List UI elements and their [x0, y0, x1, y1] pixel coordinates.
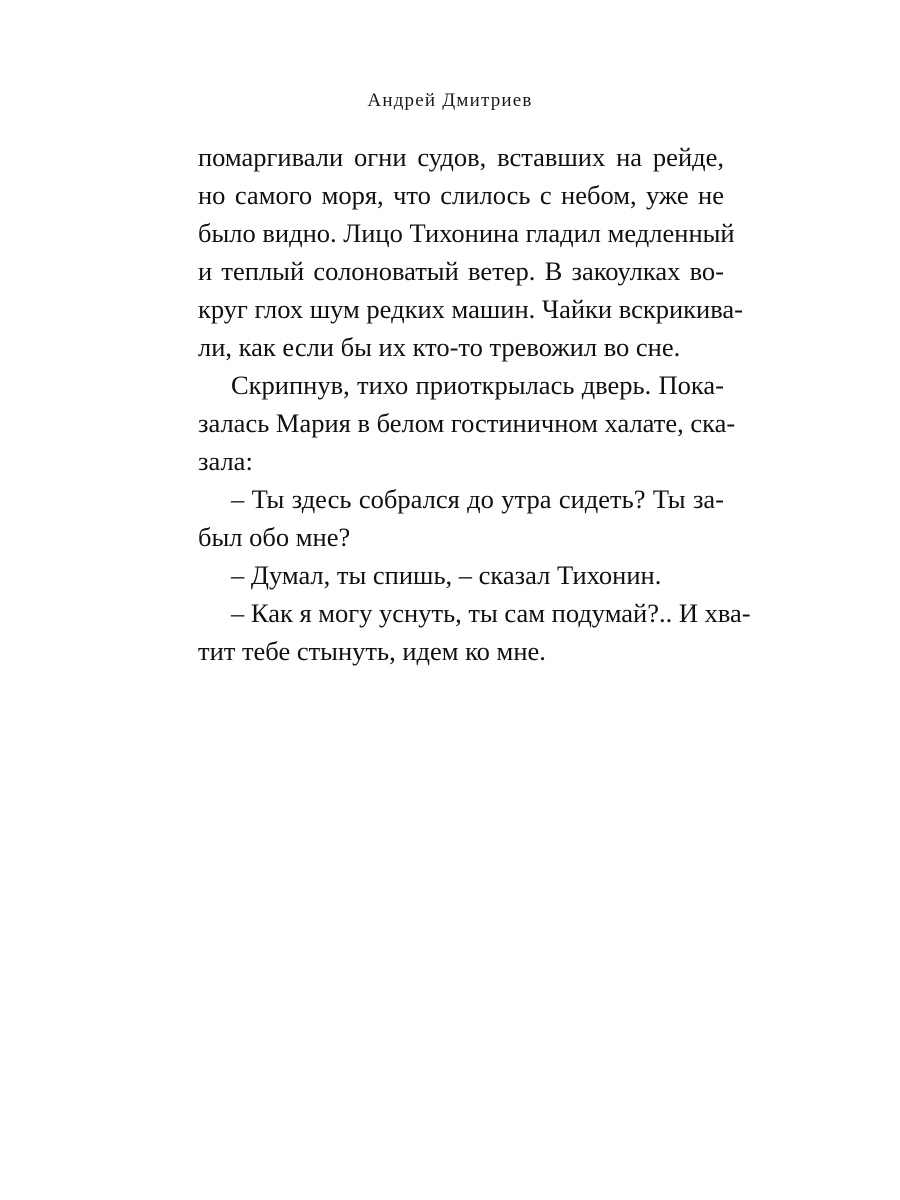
text-line: – Думал, ты спишь, – сказал Тихонин. [231, 560, 662, 590]
body-text [198, 138, 751, 670]
paragraph-3 [198, 480, 724, 556]
text-line: и теплый солоноватый ветер. В закоулках во- [198, 256, 724, 286]
text-line: но самого моря, что слилось с небом, уже не [198, 180, 724, 210]
paragraph-2 [198, 366, 736, 480]
text-line: помаргивали огни судов, вставших на рейде, [198, 142, 724, 172]
paragraph-5 [198, 594, 751, 670]
running-head-author: Андрей Дмитриев [367, 90, 533, 111]
text-line: был обо мне? [198, 522, 351, 552]
text-line: ли, как если бы их кто-то тревожил во сне. [198, 332, 681, 362]
text-line: залась Мария в белом гостиничном халате, ска- [198, 408, 736, 438]
paragraph-4 [198, 556, 724, 594]
paragraph-1 [198, 138, 743, 366]
text-line: Скрипнув, тихо приоткрылась дверь. Пока- [231, 370, 724, 400]
text-line: – Ты здесь собрался до утра сидеть? Ты за- [231, 484, 724, 514]
text-line: – Как я могу уснуть, ты сам подумай?.. И хва- [231, 598, 751, 628]
text-line: тит тебе стынуть, идем ко мне. [198, 636, 546, 666]
text-line: круг глох шум редких машин. Чайки вскрикива- [198, 294, 743, 324]
text-line: зала: [198, 446, 253, 476]
text-line: было видно. Лицо Тихонина гладил медленный [198, 218, 735, 248]
